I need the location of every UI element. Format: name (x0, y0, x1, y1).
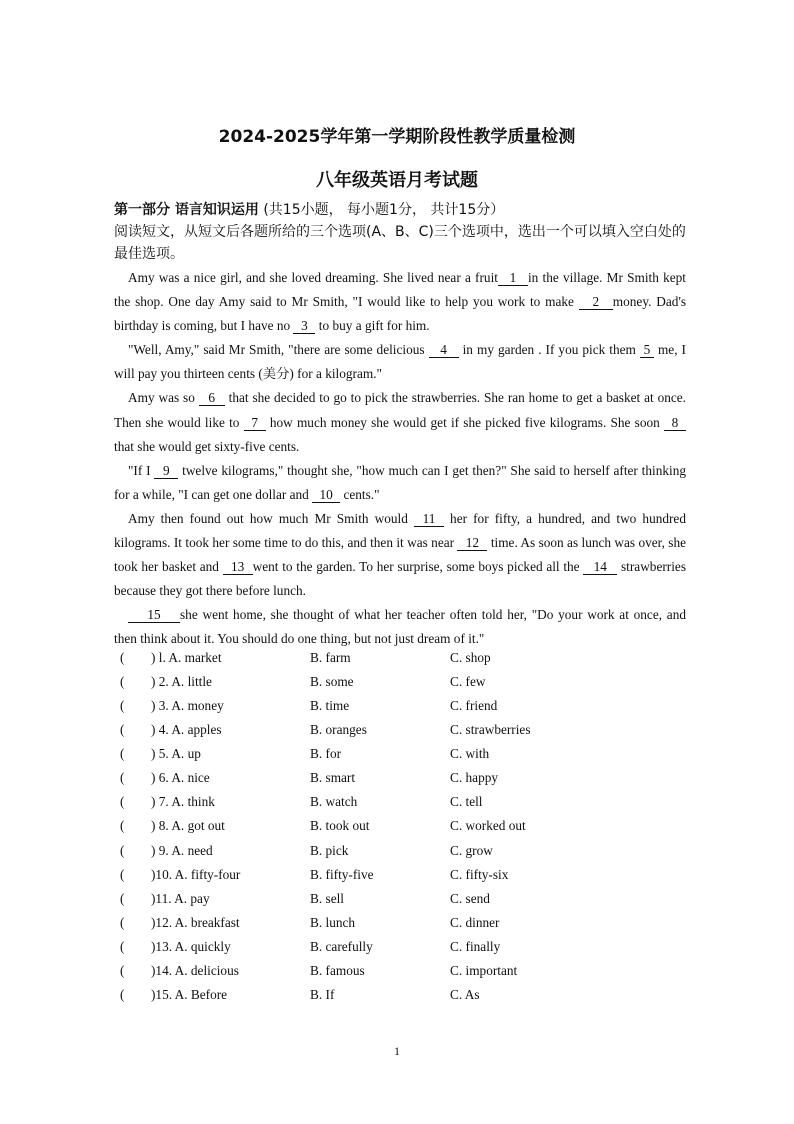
answer-paren[interactable]: ( (120, 842, 125, 858)
option-b[interactable]: B. farm (310, 650, 351, 665)
option-row (0, 843, 794, 867)
answer-paren[interactable]: ( (120, 770, 125, 786)
option-c[interactable]: C. with (450, 746, 490, 762)
part-heading (114, 199, 504, 219)
option-c[interactable]: C. shop (450, 650, 491, 665)
answer-paren[interactable]: ( (120, 962, 125, 978)
passage-text: Amy was a nice girl, and she loved dreaming. She lived near a fruit (128, 270, 498, 285)
page-number: 1 (394, 1044, 400, 1058)
option-b[interactable]: B. time (310, 698, 350, 714)
passage-text: "If I (128, 462, 155, 478)
passage-text: Amy was so (128, 390, 199, 406)
passage-text: that she decided to go to pick the strawberries. She ran home to get a basket at once. Then she would like to (114, 390, 686, 430)
answer-blank-10[interactable]: 10 (312, 487, 340, 503)
option-b[interactable]: B. famous (310, 962, 365, 978)
option-a[interactable]: ) 6. A. nice (151, 770, 210, 786)
option-row (0, 698, 794, 722)
option-a[interactable]: )10. A. fifty-four (151, 866, 241, 882)
answer-blank-12[interactable]: 12 (457, 535, 487, 551)
passage-text: strawberries because they got there before lunch. (114, 559, 686, 599)
option-a[interactable]: ) 2. A. little (151, 674, 212, 690)
passage-paragraph (114, 603, 686, 651)
option-b[interactable]: B. If (310, 986, 335, 1002)
option-row (0, 963, 794, 987)
option-b[interactable]: B. smart (310, 770, 356, 786)
exam-subtitle: 八年级英语月考试题 (316, 170, 478, 191)
answer-paren[interactable]: ( (120, 794, 125, 810)
option-row (0, 794, 794, 818)
option-b[interactable]: B. watch (310, 794, 358, 810)
option-a[interactable]: )12. A. breakfast (151, 914, 240, 930)
passage-text: in the village. Mr Smith kept the shop. One day Amy said to Mr Smith, "I would like to help you work to make (114, 270, 686, 310)
option-c[interactable]: C. friend (450, 698, 498, 714)
passage-paragraph (114, 338, 686, 386)
answer-blank-1[interactable]: 1 (498, 270, 528, 286)
reading-passage (114, 266, 686, 652)
option-c[interactable]: C. important (450, 962, 518, 978)
option-a[interactable]: ) 9. A. need (151, 842, 213, 858)
passage-text: Amy then found out how much Mr Smith would (128, 510, 414, 526)
option-a[interactable]: ) 4. A. apples (151, 722, 222, 738)
option-c[interactable]: C. worked out (450, 818, 526, 834)
answer-paren[interactable]: ( (120, 746, 125, 762)
option-row (0, 987, 794, 1011)
option-c[interactable]: C. tell (450, 794, 483, 810)
option-row (0, 650, 794, 674)
answer-paren[interactable]: ( (120, 818, 125, 834)
passage-text: me, I will pay you thirteen cents (美分) for a kilogram." (114, 342, 686, 382)
options-list (0, 650, 794, 1011)
answer-blank-8[interactable]: 8 (664, 415, 686, 431)
option-a[interactable]: ) 7. A. think (151, 794, 215, 810)
option-row (0, 746, 794, 770)
passage-paragraph (114, 459, 686, 507)
answer-paren[interactable]: ( (120, 866, 125, 882)
option-b[interactable]: B. for (310, 746, 342, 762)
option-row (0, 867, 794, 891)
option-b[interactable]: B. took out (310, 818, 370, 834)
answer-paren[interactable]: ( (120, 938, 125, 954)
answer-paren[interactable]: ( (120, 698, 125, 714)
answer-blank-14[interactable]: 14 (583, 559, 617, 575)
passage-text: how much money she would get if she picked five kilograms. She soon (265, 414, 664, 430)
option-c[interactable]: C. dinner (450, 914, 500, 930)
option-c[interactable]: C. finally (450, 938, 501, 954)
option-a[interactable]: ) l. A. market (151, 650, 222, 665)
answer-paren[interactable]: ( (120, 890, 125, 906)
option-c[interactable]: C. grow (450, 842, 493, 858)
instructions: 阅读短文，从短文后各题所给的三个选项(A、B、C)三个选项中，选出一个可以填入空白处的最佳选项。 (114, 224, 686, 262)
option-a[interactable]: )11. A. pay (151, 890, 210, 906)
passage-text: went to the garden. To her surprise, some boys picked all the (252, 559, 584, 575)
option-c[interactable]: C. few (450, 674, 486, 690)
option-a[interactable]: ) 5. A. up (151, 746, 201, 762)
option-c[interactable]: C. strawberries (450, 722, 531, 738)
option-b[interactable]: B. oranges (310, 722, 367, 738)
option-row (0, 722, 794, 746)
passage-text: time. As soon as lunch was over, she took her basket and (114, 535, 687, 575)
passage-text: "Well, Amy," said Mr Smith, "there are some delicious (128, 342, 429, 358)
option-row (0, 674, 794, 698)
option-a[interactable]: )14. A. delicious (151, 962, 239, 978)
answer-blank-13[interactable]: 13 (223, 559, 253, 575)
passage-text: money. Dad's birthday is coming, but I have no (114, 294, 687, 334)
option-b[interactable]: B. lunch (310, 914, 356, 930)
passage-text: to buy a gift for him. (315, 318, 430, 334)
answer-blank-6[interactable]: 6 (199, 390, 225, 406)
option-b[interactable]: B. carefully (310, 938, 373, 954)
answer-blank-2[interactable]: 2 (579, 294, 613, 310)
option-c[interactable]: C. As (450, 986, 480, 1002)
answer-blank-9[interactable]: 9 (154, 463, 178, 479)
option-b[interactable]: B. pick (310, 842, 349, 858)
option-row (0, 770, 794, 794)
answer-blank-11[interactable]: 11 (414, 511, 444, 527)
exam-title: 2024-2025学年第一学期阶段性教学质量检测 (218, 127, 576, 147)
passage-text: that she would get sixty-five cents. (114, 438, 300, 454)
part-title: 第一部分 语言知识运用 (114, 202, 259, 218)
passage-text: her for fifty, a hundred, and two hundred kilograms. It took her some time to do this, and then it was near (114, 510, 686, 551)
passage-text: in my garden . If you pick them (458, 342, 640, 358)
part-info: (共15小题， 每小题1分， 共计15分） (258, 202, 505, 218)
option-b[interactable]: B. some (310, 674, 354, 690)
answer-paren[interactable]: ( (120, 650, 125, 665)
passage-paragraph (114, 266, 686, 338)
option-row (0, 891, 794, 915)
answer-paren[interactable]: ( (120, 914, 125, 930)
option-row (0, 818, 794, 842)
passage-text: cents." (340, 486, 380, 502)
passage-paragraph (114, 507, 686, 603)
option-b[interactable]: B. fifty-five (310, 866, 374, 882)
passage-paragraph (114, 386, 686, 458)
answer-paren[interactable]: ( (120, 986, 125, 1002)
answer-paren[interactable]: ( (120, 674, 125, 690)
option-c[interactable]: C. happy (450, 770, 499, 786)
option-a[interactable]: )15. A. Before (151, 986, 228, 1002)
option-a[interactable]: ) 8. A. got out (151, 818, 225, 834)
option-c[interactable]: C. fifty-six (450, 866, 509, 882)
option-a[interactable]: )13. A. quickly (151, 938, 231, 954)
option-row (0, 939, 794, 963)
answer-blank-3[interactable]: 3 (293, 318, 315, 334)
option-row (0, 915, 794, 939)
option-c[interactable]: C. send (450, 890, 490, 906)
answer-blank-4[interactable]: 4 (429, 342, 459, 358)
passage-text: she went home, she thought of what her teacher often told her, "Do your work at once, and then think about it. You should do one thing, but not just dream of it." (114, 607, 686, 647)
option-b[interactable]: B. sell (310, 890, 344, 906)
passage-text: twelve kilograms," thought she, "how much can I get then?" She said to herself after thinking for a while, "I can get one dollar and (114, 462, 686, 502)
answer-blank-5[interactable]: 5 (640, 342, 654, 358)
answer-blank-7[interactable]: 7 (244, 415, 266, 431)
answer-blank-15[interactable]: 15 (128, 607, 180, 623)
answer-paren[interactable]: ( (120, 722, 125, 738)
option-a[interactable]: ) 3. A. money (151, 698, 224, 714)
